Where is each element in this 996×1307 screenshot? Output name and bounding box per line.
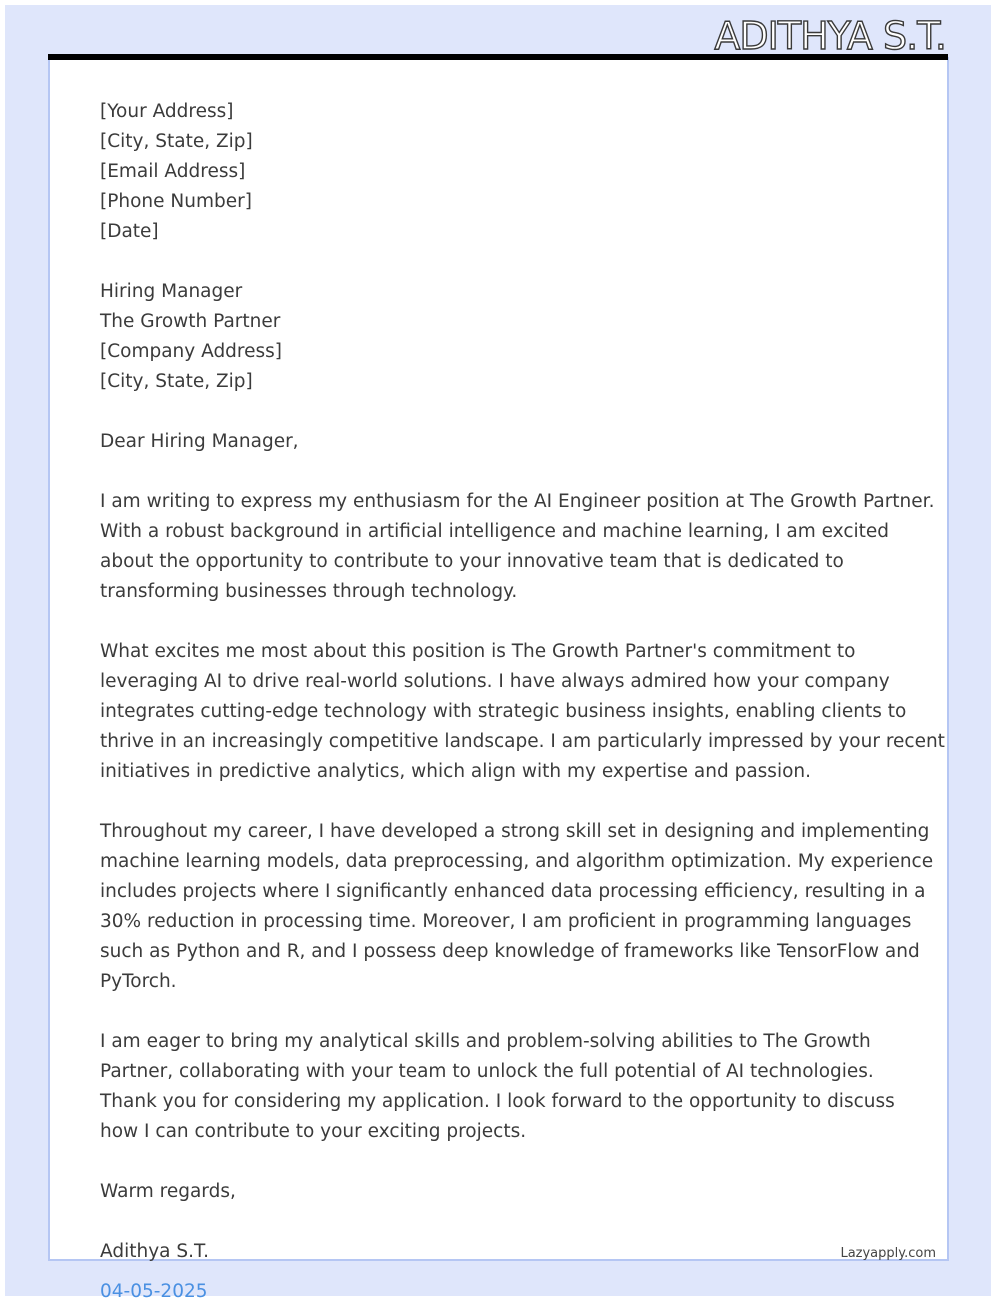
applicant-name-heading: ADITHYA S.T. [714, 14, 946, 58]
paragraph-line: Throughout my career, I have developed a strong skill set in designing and implementing [100, 821, 930, 842]
closing-block [100, 1177, 900, 1207]
sender-block [100, 97, 900, 247]
closing: Warm regards, [100, 1181, 236, 1202]
paragraph-line: transforming businesses through technology. [100, 581, 518, 602]
paragraph-line: initiatives in predictive analytics, which align with my expertise and passion. [100, 761, 812, 782]
paragraph-3 [100, 817, 934, 997]
sender-city-state-zip: [City, State, Zip] [100, 131, 253, 152]
paragraph-4 [100, 1027, 900, 1147]
paragraph-line: 30% reduction in processing time. Moreover, I am proficient in programming languages [100, 911, 912, 932]
paragraph-line: Thank you for considering my application. I look forward to the opportunity to discuss [100, 1091, 895, 1112]
sender-address: [Your Address] [100, 101, 234, 122]
paragraph-line: What excites me most about this position is The Growth Partner's commitment to [100, 641, 856, 662]
signed-date: 04-05-2025 [100, 1281, 208, 1302]
paragraph-line: such as Python and R, and I possess deep knowledge of frameworks like TensorFlow and [100, 941, 920, 962]
recipient-company: The Growth Partner [100, 311, 281, 332]
recipient-city-state-zip: [City, State, Zip] [100, 371, 253, 392]
signature-block [100, 1237, 900, 1307]
sender-email: [Email Address] [100, 161, 246, 182]
paragraph-2 [100, 637, 945, 787]
paragraph-line: includes projects where I significantly enhanced data processing efficiency, resulting in a [100, 881, 926, 902]
paragraph-1 [100, 487, 935, 607]
paragraph-line: about the opportunity to contribute to your innovative team that is dedicated to [100, 551, 844, 572]
recipient-block [100, 277, 900, 397]
paragraph-line: With a robust background in artificial intelligence and machine learning, I am excited [100, 521, 890, 542]
paragraph-line: leveraging AI to drive real-world solutions. I have always admired how your company [100, 671, 890, 692]
recipient-title: Hiring Manager [100, 281, 243, 302]
paragraph-line: integrates cutting-edge technology with strategic business insights, enabling clients to [100, 701, 907, 722]
salutation-block [100, 427, 900, 457]
cover-letter-body [100, 97, 945, 1307]
paragraph-line: how I can contribute to your exciting projects. [100, 1121, 527, 1142]
paragraph-line: I am writing to express my enthusiasm for the AI Engineer position at The Growth Partner. [100, 491, 935, 512]
recipient-address: [Company Address] [100, 341, 283, 362]
sender-phone: [Phone Number] [100, 191, 252, 212]
signature-name: Adithya S.T. [100, 1241, 209, 1262]
paragraph-line: PyTorch. [100, 971, 177, 992]
sender-date: [Date] [100, 221, 159, 242]
paragraph-line: Partner, collaborating with your team to unlock the full potential of AI technologies. [100, 1061, 874, 1082]
signature-spacer [100, 1267, 900, 1277]
salutation: Dear Hiring Manager, [100, 431, 299, 452]
footer-brand-link[interactable]: Lazyapply.com [840, 1246, 936, 1261]
paragraph-line: thrive in an increasingly competitive landscape. I am particularly impressed by your recent [100, 731, 945, 752]
paragraph-line: I am eager to bring my analytical skills and problem-solving abilities to The Growth [100, 1031, 871, 1052]
paragraph-line: machine learning models, data preprocessing, and algorithm optimization. My experience [100, 851, 934, 872]
